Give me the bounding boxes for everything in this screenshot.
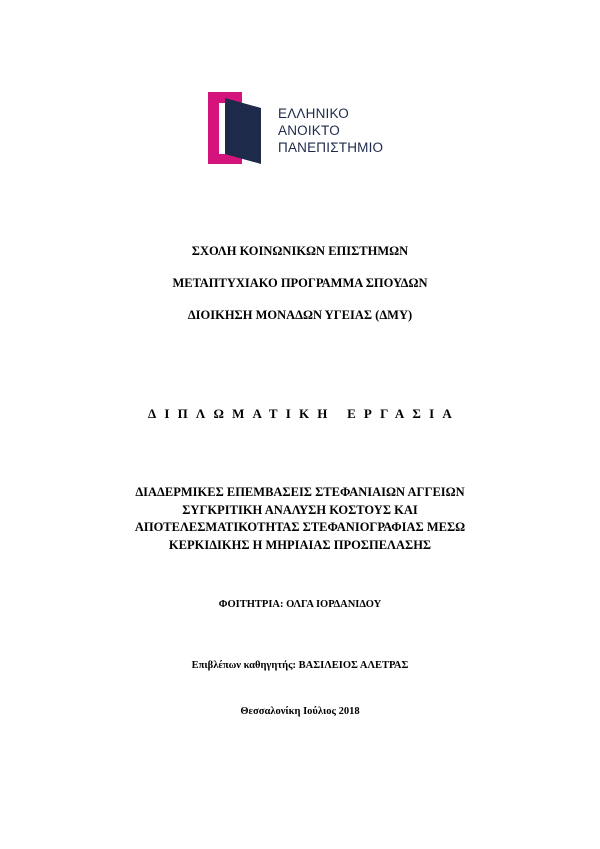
school-name: ΣΧΟΛΗ ΚΟΙΝΩΝΙΚΩΝ ΕΠΙΣΤΗΜΩΝ	[191, 244, 409, 258]
thesis-title-line-4: ΚΕΡΚΙΔΙΚΗΣ Η ΜΗΡΙΑΙΑΣ ΠΡΟΣΠΕΛΑΣΗΣ	[168, 537, 432, 552]
supervisor-name: Επιβλέπων καθηγητής: ΒΑΣΙΛΕΙΟΣ ΑΛΕΤΡΑΣ	[191, 660, 409, 671]
logo-line-3: ΠΑΝΕΠΙΣΤΗΜΙΟ	[278, 140, 384, 155]
document-type: ΔΙΠΛΩΜΑΤΙΚΗ ΕΡΓΑΣΙΑ	[148, 406, 460, 421]
thesis-title-line-1: ΔΙΑΔΕΡΜΙΚΕΣ ΕΠΕΜΒΑΣΕΙΣ ΣΤΕΦΑΝΙΑΙΩΝ ΑΓΓΕΙΩΝ	[135, 485, 465, 499]
logo-line-1: ΕΛΛΗΝΙΚΟ	[278, 106, 349, 121]
thesis-title-line-3: ΑΠΟΤΕΛΕΣΜΑΤΙΚΟΤΗΤΑΣ ΣΤΕΦΑΝΙΟΓΡΑΦΙΑΣ ΜΕΣΩ	[134, 520, 466, 534]
university-logo	[208, 92, 398, 164]
logo-line-2: ΑΝΟΙΚΤΟ	[278, 123, 340, 138]
department-name: ΔΙΟΙΚΗΣΗ ΜΟΝΑΔΩΝ ΥΓΕΙΑΣ (ΔΜΥ)	[187, 308, 413, 322]
logo-wordmark	[278, 105, 383, 156]
program-name: ΜΕΤΑΠΤΥΧΙΑΚΟ ΠΡΟΓΡΑΜΜΑ ΣΠΟΥΔΩΝ	[172, 276, 428, 290]
place-date: Θεσσαλονίκη Ιούλιος 2018	[240, 706, 360, 717]
university-emblem-icon	[208, 92, 276, 164]
thesis-title	[0, 484, 600, 554]
student-name: ΦΟΙΤΗΤΡΙΑ: ΟΛΓΑ ΙΟΡΔΑΝΙΔΟΥ	[218, 599, 382, 610]
thesis-title-line-2: ΣΥΓΚΡΙΤΙΚΗ ΑΝΑΛΥΣΗ ΚΟΣΤΟΥΣ ΚΑΙ	[182, 502, 418, 517]
emblem-navy-book	[225, 98, 261, 164]
